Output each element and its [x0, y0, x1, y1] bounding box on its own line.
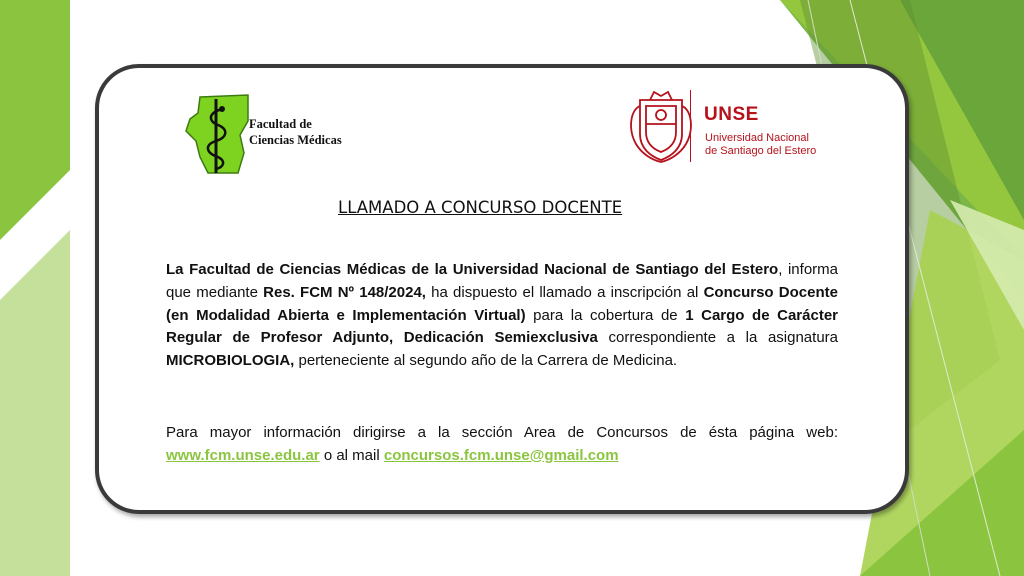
unse-name-line2: de Santiago del Estero	[705, 145, 817, 157]
text-segment: ha dispuesto el llamado a inscripción al	[425, 283, 704, 301]
text-segment: correspondiente a la asignatura	[597, 329, 838, 347]
unse-name-line1: Universidad Nacional	[705, 132, 809, 144]
unse-acronym: UNSE	[704, 104, 759, 125]
announcement-paragraph	[166, 259, 838, 373]
text-segment: , informa que mediante	[166, 261, 838, 301]
resolution: Res. FCM Nº 148/2024,	[263, 283, 426, 301]
fcm-name: Facultad de Ciencias Médicas	[249, 117, 342, 147]
text-segment: perteneciente al segundo año de la Carrera de Medicina.	[294, 352, 678, 370]
contest-type: Concurso Docente (en Modalidad Abierta e Implementación Virtual)	[166, 283, 838, 324]
email-link[interactable]: concursos.fcm.unse@gmail.com	[383, 446, 619, 464]
position-description: 1 Cargo de Carácter Regular de Profesor Adjunto, Dedicación Semiexclusiva	[166, 306, 838, 347]
website-link[interactable]: www.fcm.unse.edu.ar	[166, 446, 320, 464]
subject-name: MICROBIOLOGIA,	[166, 352, 295, 370]
text-segment: o al mail	[319, 446, 384, 464]
page-title: LLAMADO A CONCURSO DOCENTE	[338, 198, 623, 217]
text-segment: Para mayor información dirigirse a la sección Area de Concursos de ésta página web:	[166, 424, 838, 441]
text-segment: para la cobertura de	[525, 306, 686, 324]
faculty-name: La Facultad de Ciencias Médicas de la Universidad Nacional de Santiago del Estero	[166, 261, 779, 278]
unse-crest-icon	[624, 86, 698, 166]
unse-divider	[690, 90, 691, 162]
contact-paragraph	[166, 422, 838, 468]
